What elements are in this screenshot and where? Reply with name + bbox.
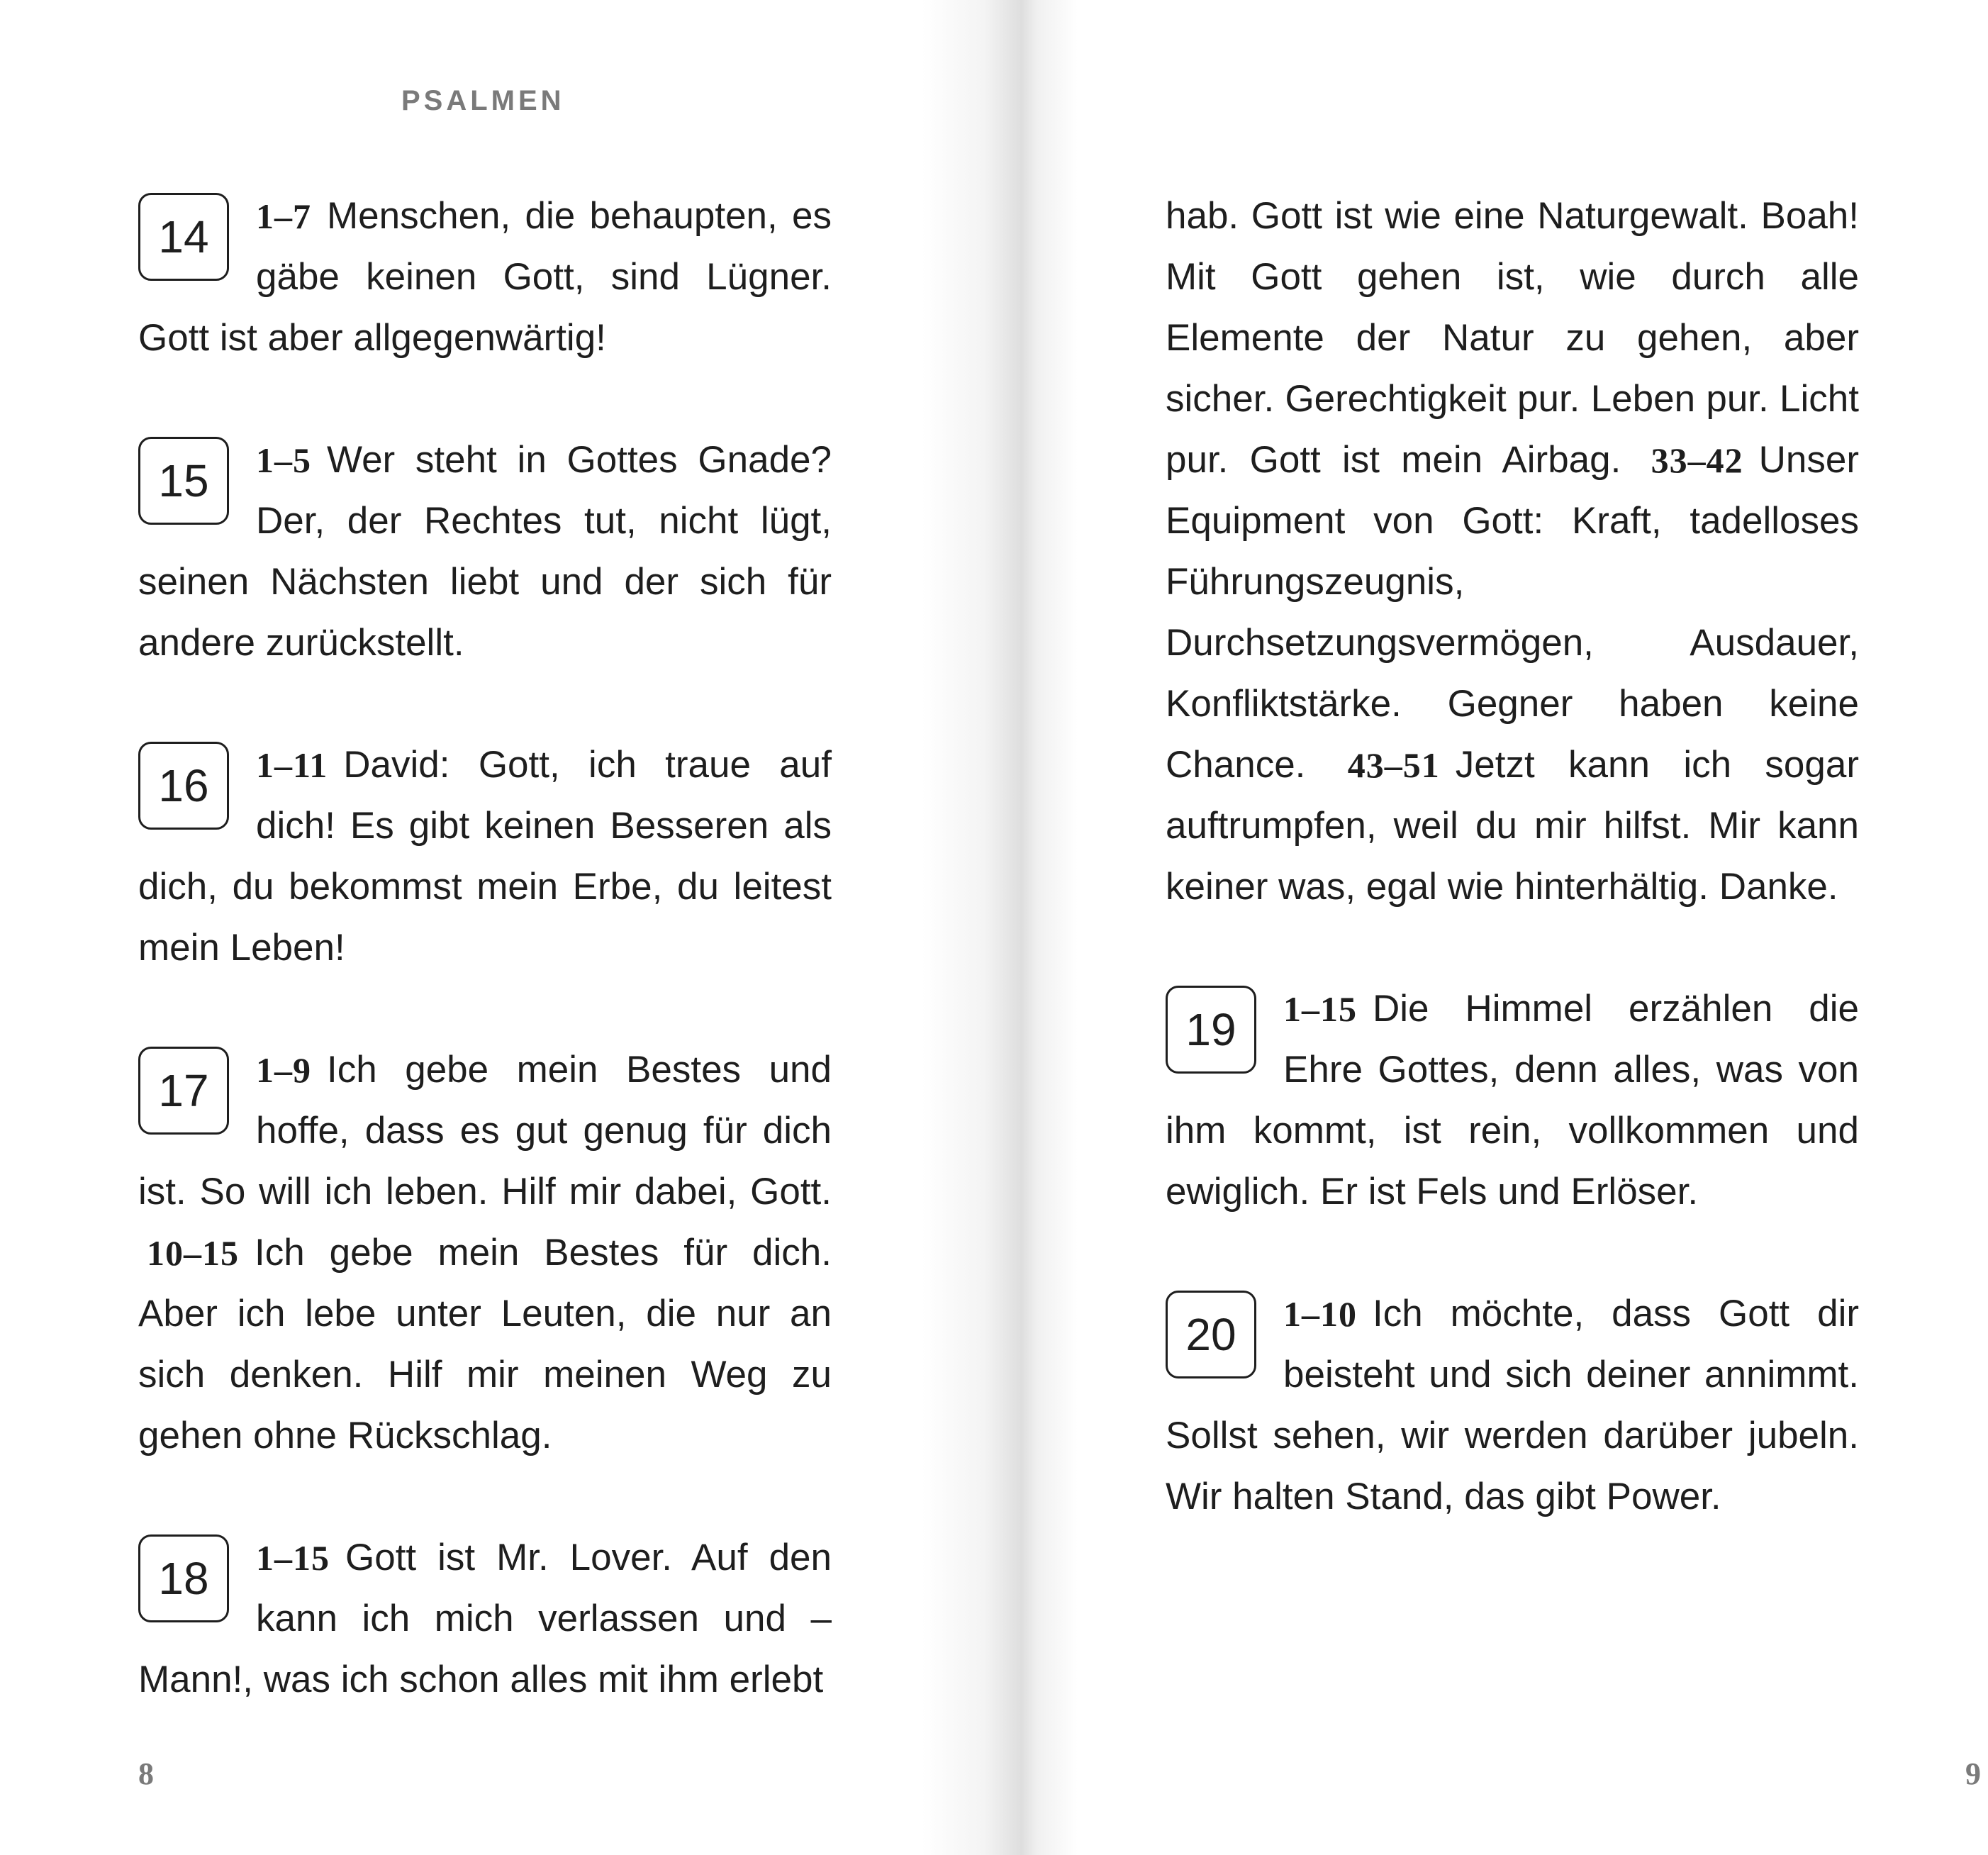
psalm-20 [1166, 1283, 1859, 1527]
psalm-text: David: Gott, ich traue auf dich! Es gibt keinen Besseren als dich, du bekommst mein Erbe, du leitest mein Leben! [138, 744, 832, 969]
verse-range: 1–10 [1283, 1294, 1357, 1334]
verse-range: 10–15 [147, 1233, 239, 1273]
psalm-number-box: 15 [138, 437, 229, 525]
psalm-text: Jetzt kann ich sogar auftrumpfen, weil du mir hilfst. Mir kann keiner was, egal wie hinterhältig. Danke. [1166, 744, 1859, 908]
psalm-19 [1166, 979, 1859, 1222]
psalm-text: Gott ist Mr. Lover. Auf den kann ich mich verlassen und – Mann!, was ich schon alles mit ihm erlebt [138, 1537, 832, 1700]
left-page [0, 0, 978, 1855]
running-head: PSALMEN [401, 85, 565, 116]
psalm-number-box: 19 [1166, 986, 1256, 1074]
verse-range: 33–42 [1651, 440, 1743, 480]
psalm-text: Unser Equipment von Gott: Kraft, tadelloses Führungszeugnis, Durchsetzungsvermögen, Ausdauer, Konfliktstärke. Gegner haben keine Chance. [1166, 439, 1859, 786]
psalm-text: Menschen, die behaupten, es gäbe keinen Gott, sind Lügner. Gott ist aber allgegenwärtig! [138, 195, 832, 359]
psalm-18 [138, 1527, 832, 1710]
verse-range: 43–51 [1347, 745, 1440, 785]
psalm-number-box: 17 [138, 1047, 229, 1135]
psalm-14 [138, 186, 832, 369]
verse-range: 1–7 [256, 196, 311, 236]
page-number-right: 9 [1965, 1756, 1981, 1791]
verse-range: 1–9 [256, 1050, 311, 1090]
psalm-17 [138, 1040, 832, 1466]
psalm-18-continued [1166, 186, 1859, 918]
verse-range: 1–15 [256, 1538, 330, 1578]
psalm-16 [138, 735, 832, 979]
right-page [1000, 0, 1988, 1855]
psalm-number-box: 14 [138, 193, 229, 281]
psalm-text: Die Himmel erzählen die Ehre Gottes, denn alles, was von ihm kommt, ist rein, vollkommen und ewiglich. Er ist Fels und Erlöser. [1166, 988, 1859, 1213]
psalm-text: Ich möchte, dass Gott dir beisteht und sich deiner annimmt. Sollst sehen, wir werden darüber jubeln. Wir halten Stand, das gibt Power. [1166, 1293, 1859, 1517]
verse-range: 1–11 [256, 745, 328, 785]
verse-range: 1–15 [1283, 989, 1357, 1029]
psalm-number-box: 20 [1166, 1291, 1256, 1378]
psalm-number-box: 16 [138, 742, 229, 830]
psalm-text: Ich gebe mein Bestes für dich. Aber ich lebe unter Leuten, die nur an sich denken. Hilf mir meinen Weg zu gehen ohne Rückschlag. [138, 1232, 832, 1456]
psalm-number-box: 18 [138, 1534, 229, 1622]
psalm-text: hab. Gott ist wie eine Naturgewalt. Boah! Mit Gott gehen ist, wie durch alle Elemente der Natur zu gehen, aber sicher. Gerechtigkeit pur. Leben pur. Licht pur. Gott ist mein Airbag. [1166, 195, 1859, 481]
psalm-text: Ich gebe mein Bestes und hoffe, dass es gut genug für dich ist. So will ich leben. Hilf mir dabei, Gott. [138, 1049, 832, 1213]
verse-range: 1–5 [256, 440, 311, 480]
psalm-text: Wer steht in Gottes Gnade? Der, der Rechtes tut, nicht lügt, seinen Nächsten liebt und der sich für andere zurückstellt. [138, 439, 832, 664]
page-number-left: 8 [138, 1756, 154, 1791]
psalm-15 [138, 430, 832, 674]
